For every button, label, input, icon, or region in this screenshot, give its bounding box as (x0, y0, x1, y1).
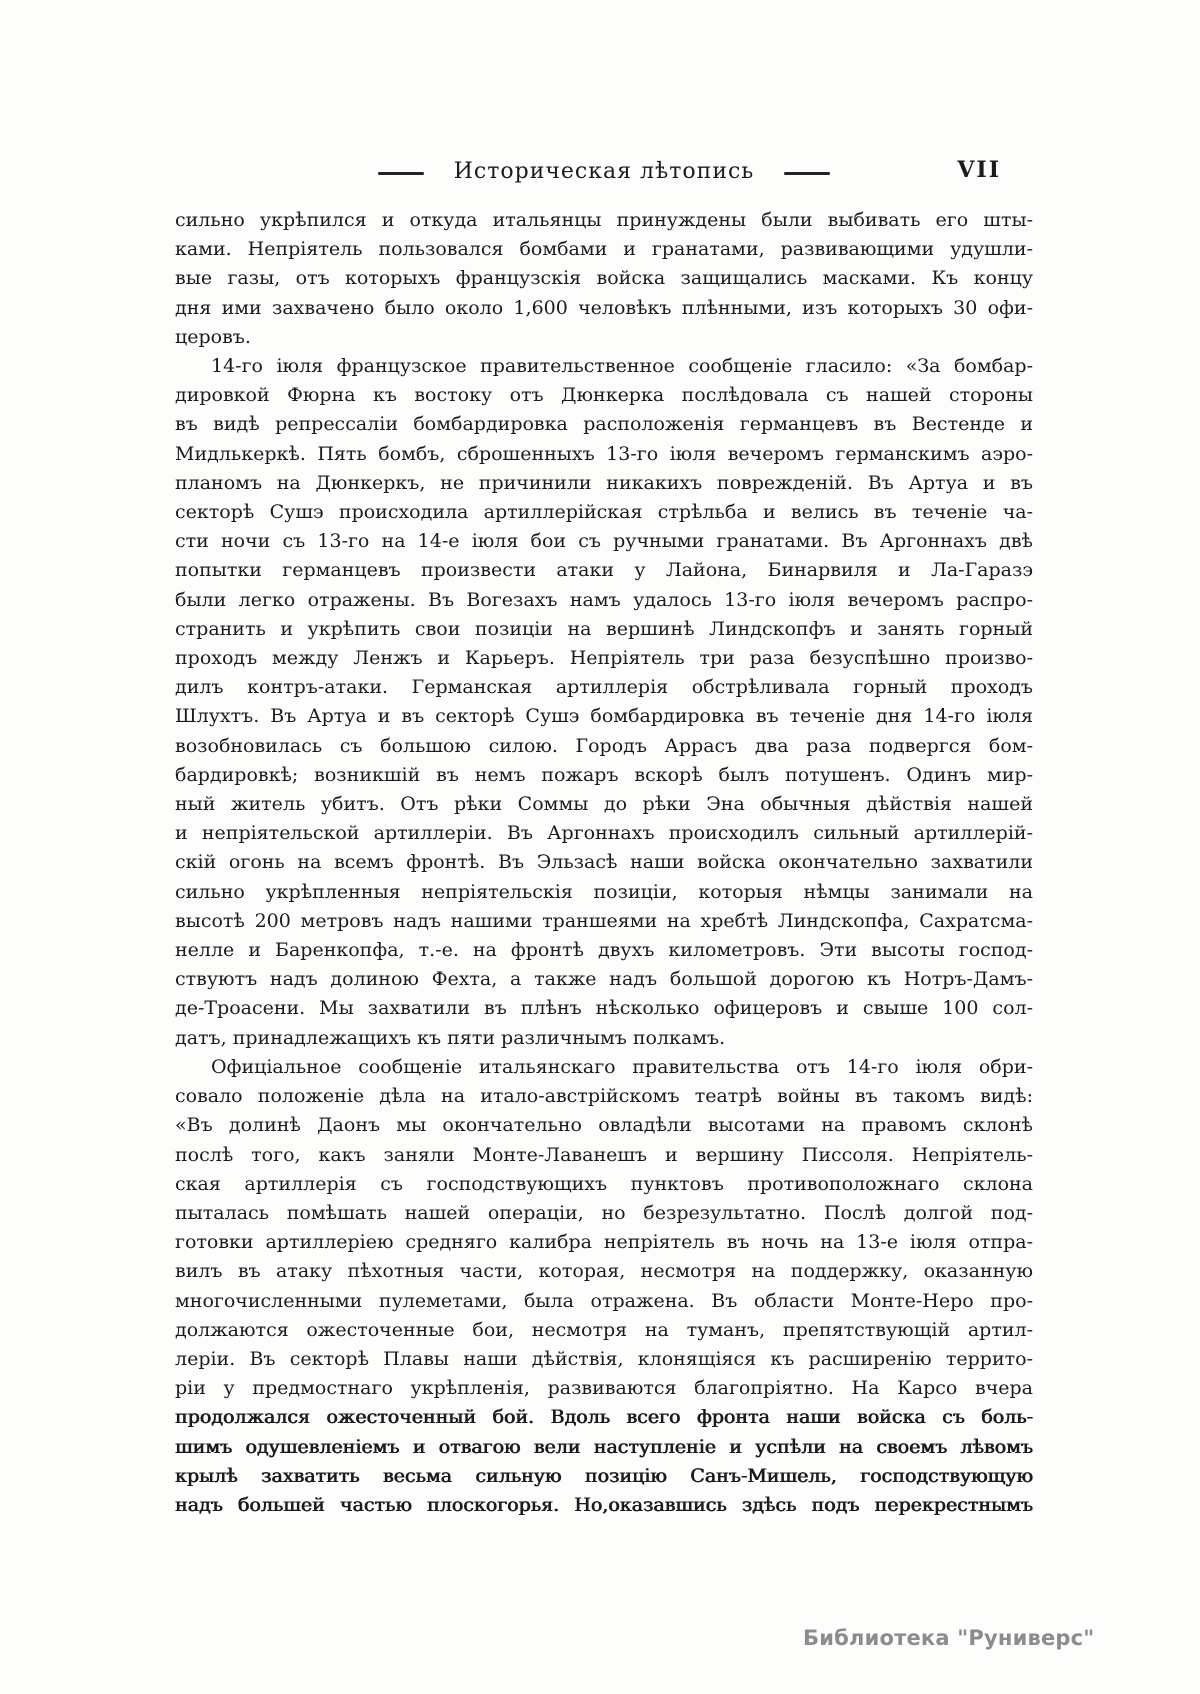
text-line: шимъ одушевленіемъ и отвагою вели наступленіе и успѣли на своемъ лѣвомъ (175, 1435, 1033, 1458)
text-line: возобновилась съ большою силою. Городъ Аррасъ два раза подвергся бом- (175, 734, 1033, 757)
text-line: 14-го іюля французское правительственное сообщеніе гласило: «За бомбар- (211, 355, 1033, 378)
text-line: леріи. Въ секторѣ Плавы наши дѣйствія, клонящіяся къ расширенію террито- (175, 1347, 1033, 1370)
library-watermark: Библиотека "Руниверс" (803, 1626, 1095, 1650)
text-line: датъ, принадлежащихъ къ пяти различнымъ полкамъ. (175, 1026, 726, 1049)
text-line: Шлухтъ. Въ Артуа и въ секторѣ Сушэ бомбардировка въ теченіе дня 14-го іюля (175, 705, 1033, 728)
text-line: пыталась помѣшать нашей операціи, но безрезультатно. Послѣ долгой под- (175, 1201, 1033, 1224)
text-line: церовъ. (175, 325, 251, 348)
text-line: де-Троасени. Мы захватили въ плѣнъ нѣсколько офицеровъ и свыше 100 сол- (175, 997, 1033, 1020)
header-rule-left-icon (378, 172, 424, 175)
text-line: должаются ожесточенные бои, несмотря на туманъ, препятствующій артил- (175, 1318, 1033, 1341)
page-number: VII (957, 157, 1001, 183)
text-line: странить и укрѣпить свои позиціи на вершинѣ Линдскопфъ и занять горный (175, 617, 1033, 640)
header-rule-right-icon (784, 172, 830, 175)
text-line: высотѣ 200 метровъ надъ нашими траншеями на хребтѣ Линдскопфа, Сахратсма- (175, 909, 1033, 932)
text-line: крылѣ захватить весьма сильную позицію Санъ-Мишель, господствующую (175, 1464, 1033, 1487)
text-line: ріи у предмостнаго укрѣпленія, развиваются благопріятно. На Карсо вчера (175, 1377, 1033, 1400)
text-line: сти ночи съ 13-го на 14-е іюля бои съ ручными гранатами. Въ Аргоннахъ двѣ (175, 530, 1033, 553)
text-line: дня ими захвачено было около 1,600 человѣкъ плѣнными, изъ которыхъ 30 офи- (175, 296, 1033, 319)
text-line: совало положеніе дѣла на итало-австрійскомъ театрѣ войны въ такомъ видѣ: (175, 1085, 1033, 1108)
text-line: готовки артиллеріею средняго калибра непріятель въ ночь на 13-е іюля отпра- (175, 1231, 1033, 1254)
text-line: попытки германцевъ произвести атаки у Лайона, Бинарвиля и Ла-Гаразэ (175, 559, 1033, 582)
text-line: послѣ того, какъ заняли Монте-Лаванешъ и вершину Писсоля. Непріятель- (175, 1143, 1033, 1166)
text-line: Мидлькеркѣ. Пять бомбъ, сброшенныхъ 13-го іюля вечеромъ германскимъ аэро- (175, 442, 1033, 465)
text-line: многочисленными пулеметами, была отражена. Въ области Монте-Неро про- (175, 1289, 1033, 1312)
running-head (175, 155, 1033, 191)
text-line: ный житель убитъ. Отъ рѣки Соммы до рѣки Эна обычныя дѣйствія нашей (175, 793, 1033, 816)
text-line: «Въ долинѣ Даонъ мы окончательно овладѣли высотами на правомъ склонѣ (175, 1114, 1033, 1137)
text-line: были легко отражены. Въ Вогезахъ намъ удалось 13-го іюля вечеромъ распро- (175, 588, 1033, 611)
text-line: вилъ въ атаку пѣхотныя части, которая, несмотря на поддержку, оказанную (175, 1260, 1033, 1283)
text-line: вые газы, отъ которыхъ французскія войска защищались масками. Къ концу (175, 267, 1033, 290)
text-line: ская артиллерія съ господствующихъ пунктовъ противоположнаго склона (175, 1172, 1033, 1195)
text-line: надъ большей частью плоскогорья. Но,оказавшись здѣсь подъ перекрестнымъ (175, 1493, 1033, 1516)
text-line: дировкой Фюрна къ востоку отъ Дюнкерка послѣдовала съ нашей стороны (175, 384, 1033, 407)
text-line: проходъ между Ленжъ и Карьеръ. Непріятель три раза безуспѣшно произво- (175, 647, 1033, 670)
text-line: сильно укрѣпленныя непріятельскія позиціи, которыя нѣмцы занимали на (175, 880, 1033, 903)
text-line: секторѣ Сушэ происходила артиллерійская стрѣльба и велись въ теченіе ча- (175, 501, 1033, 524)
text-line: скій огонь на всемъ фронтѣ. Въ Эльзасѣ наши войска окончательно захватили (175, 851, 1033, 874)
text-line: сильно укрѣпился и откуда итальянцы принуждены были выбивать его шты- (175, 209, 1033, 231)
body-text (175, 206, 1033, 1520)
text-line: въ видѣ репрессаліи бомбардировка расположенія германцевъ въ Вестенде и (175, 413, 1033, 436)
text-line: и непріятельской артиллеріи. Въ Аргоннахъ происходилъ сильный артиллерій- (175, 822, 1033, 845)
text-line: нелле и Баренкопфа, т.-е. на фронтѣ двухъ километровъ. Эти высоты господ- (175, 939, 1033, 962)
page-title: Историческая лѣтопись (453, 158, 755, 184)
text-line: ствуютъ надъ долиною Фехта, а также надъ большой дорогою къ Нотръ-Дамъ- (175, 968, 1033, 991)
text-line: бардировкѣ; возникшій въ немъ пожаръ вскорѣ былъ потушенъ. Одинъ мир- (175, 763, 1033, 786)
text-line: ками. Непріятель пользовался бомбами и гранатами, развивающими удушли- (175, 238, 1033, 261)
text-line: Офиціальное сообщеніе итальянскаго правительства отъ 14-го іюля обри- (211, 1055, 1033, 1078)
text-line: дилъ контръ-атаки. Германская артиллерія обстрѣливала горный проходъ (175, 676, 1033, 699)
text-line: продолжался ожесточенный бой. Вдоль всего фронта наши войска съ боль- (175, 1406, 1033, 1429)
page-header (175, 155, 1033, 191)
text-line: планомъ на Дюнкеркъ, не причинили никакихъ поврежденій. Въ Артуа и въ (175, 471, 1033, 494)
